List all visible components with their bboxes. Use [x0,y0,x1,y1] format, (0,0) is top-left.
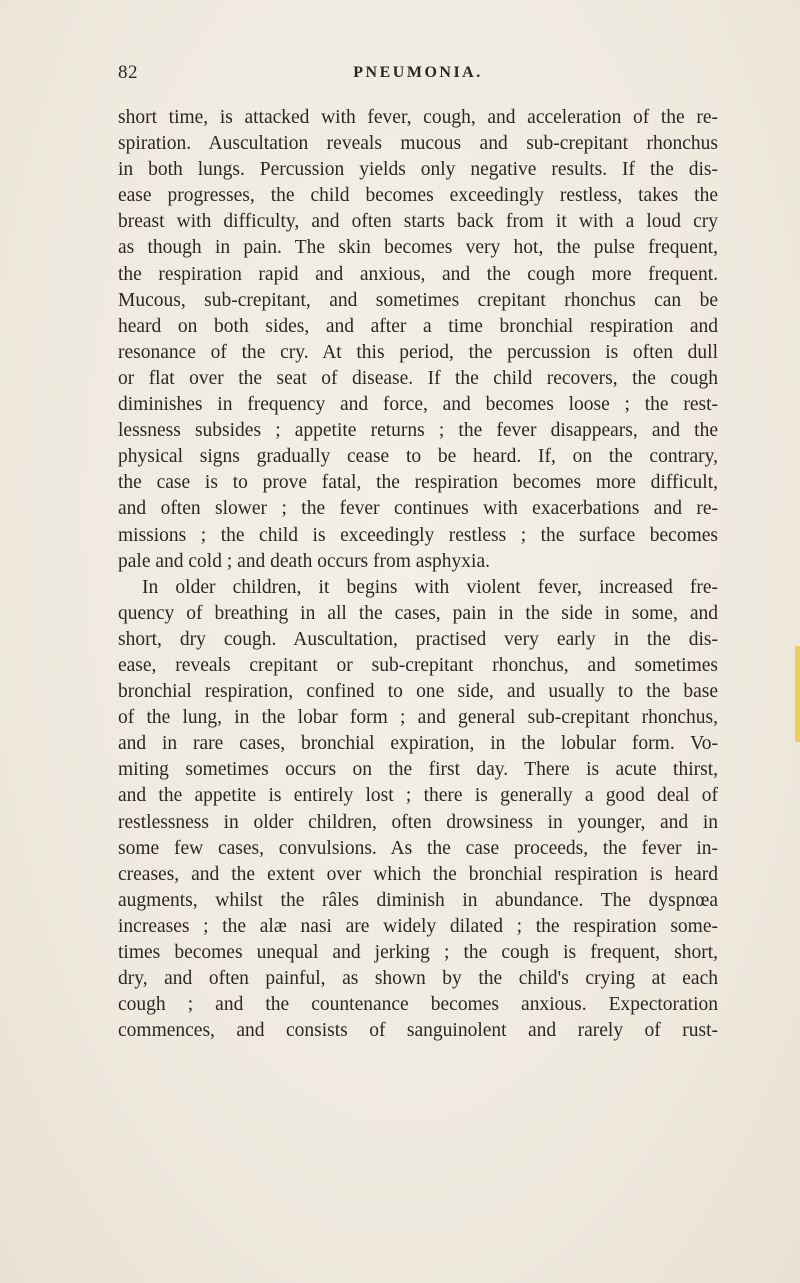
text-line: spiration. Auscultation reveals mucous and sub-crepitant rhonchus [118,133,718,155]
text-line: miting sometimes occurs on the first day. There is acute thirst, [118,759,718,781]
text-line: physical signs gradually cease to be heard. If, on the contrary, [118,446,718,468]
text-line: as though in pain. The skin becomes very hot, the pulse frequent, [118,237,718,259]
text-line: cough ; and the countenance becomes anxious. Expectoration [118,994,718,1016]
text-line: missions ; the child is exceedingly restless ; the surface becomes [118,524,718,546]
text-line: ease, reveals crepitant or sub-crepitant rhonchus, and sometimes [118,654,718,676]
page-edge-tab [795,646,800,742]
text-line: dry, and often painful, as shown by the child's crying at each [118,968,718,990]
text-line: bronchial respiration, confined to one side, and usually to the base [118,681,718,703]
text-line: in both lungs. Percussion yields only negative results. If the dis- [118,159,718,181]
page-number: 82 [118,62,138,83]
text-line: short time, is attacked with fever, cough, and acceleration of the re- [118,107,718,128]
text-line: the respiration rapid and anxious, and the cough more frequent. [118,263,718,285]
text-line: Mucous, sub-crepitant, and sometimes crepitant rhonchus can be [118,289,718,311]
text-line: pale and cold ; and death occurs from asphyxia. [118,550,490,572]
running-head [118,58,718,88]
text-line: lessness subsides ; appetite returns ; the fever disappears, and the [118,420,718,442]
text-line: commences, and consists of sanguinolent and rarely of rust- [118,1020,718,1042]
text-line: and the appetite is entirely lost ; there is generally a good deal of [118,785,718,807]
text-line: heard on both sides, and after a time bronchial respiration and [118,315,718,337]
text-line: some few cases, convulsions. As the case proceeds, the fever in- [118,837,718,859]
text-line: restlessness in older children, often drowsiness in younger, and in [118,811,718,833]
text-line: times becomes unequal and jerking ; the cough is frequent, short, [118,942,718,963]
text-line: creases, and the extent over which the bronchial respiration is heard [118,863,718,885]
text-line: ease progresses, the child becomes exceedingly restless, takes the [118,185,718,207]
text-line: or flat over the seat of disease. If the child recovers, the cough [118,367,718,389]
text-line: and in rare cases, bronchial expiration, in the lobular form. Vo- [118,733,718,755]
paragraph-start-line: In older children, it begins with violent fever, increased fre- [142,576,718,598]
text-line: diminishes in frequency and force, and becomes loose ; the rest- [118,394,718,416]
text-line: breast with difficulty, and often starts back from it with a loud cry [118,211,718,233]
text-line: resonance of the cry. At this period, the percussion is often dull [118,341,718,363]
running-title: PNEUMONIA. [353,64,483,81]
text-line: increases ; the alæ nasi are widely dilated ; the respiration some- [118,915,718,937]
text-line: the case is to prove fatal, the respiration becomes more difficult, [118,472,718,494]
body-text [118,105,718,1044]
text-line: augments, whilst the râles diminish in abundance. The dyspnœa [118,889,718,911]
text-line: and often slower ; the fever continues with exacerbations and re- [118,498,718,520]
text-line: quency of breathing in all the cases, pain in the side in some, and [118,602,718,624]
text-line: short, dry cough. Auscultation, practised very early in the dis- [118,628,718,650]
text-line: of the lung, in the lobar form ; and general sub-crepitant rhonchus, [118,707,718,729]
